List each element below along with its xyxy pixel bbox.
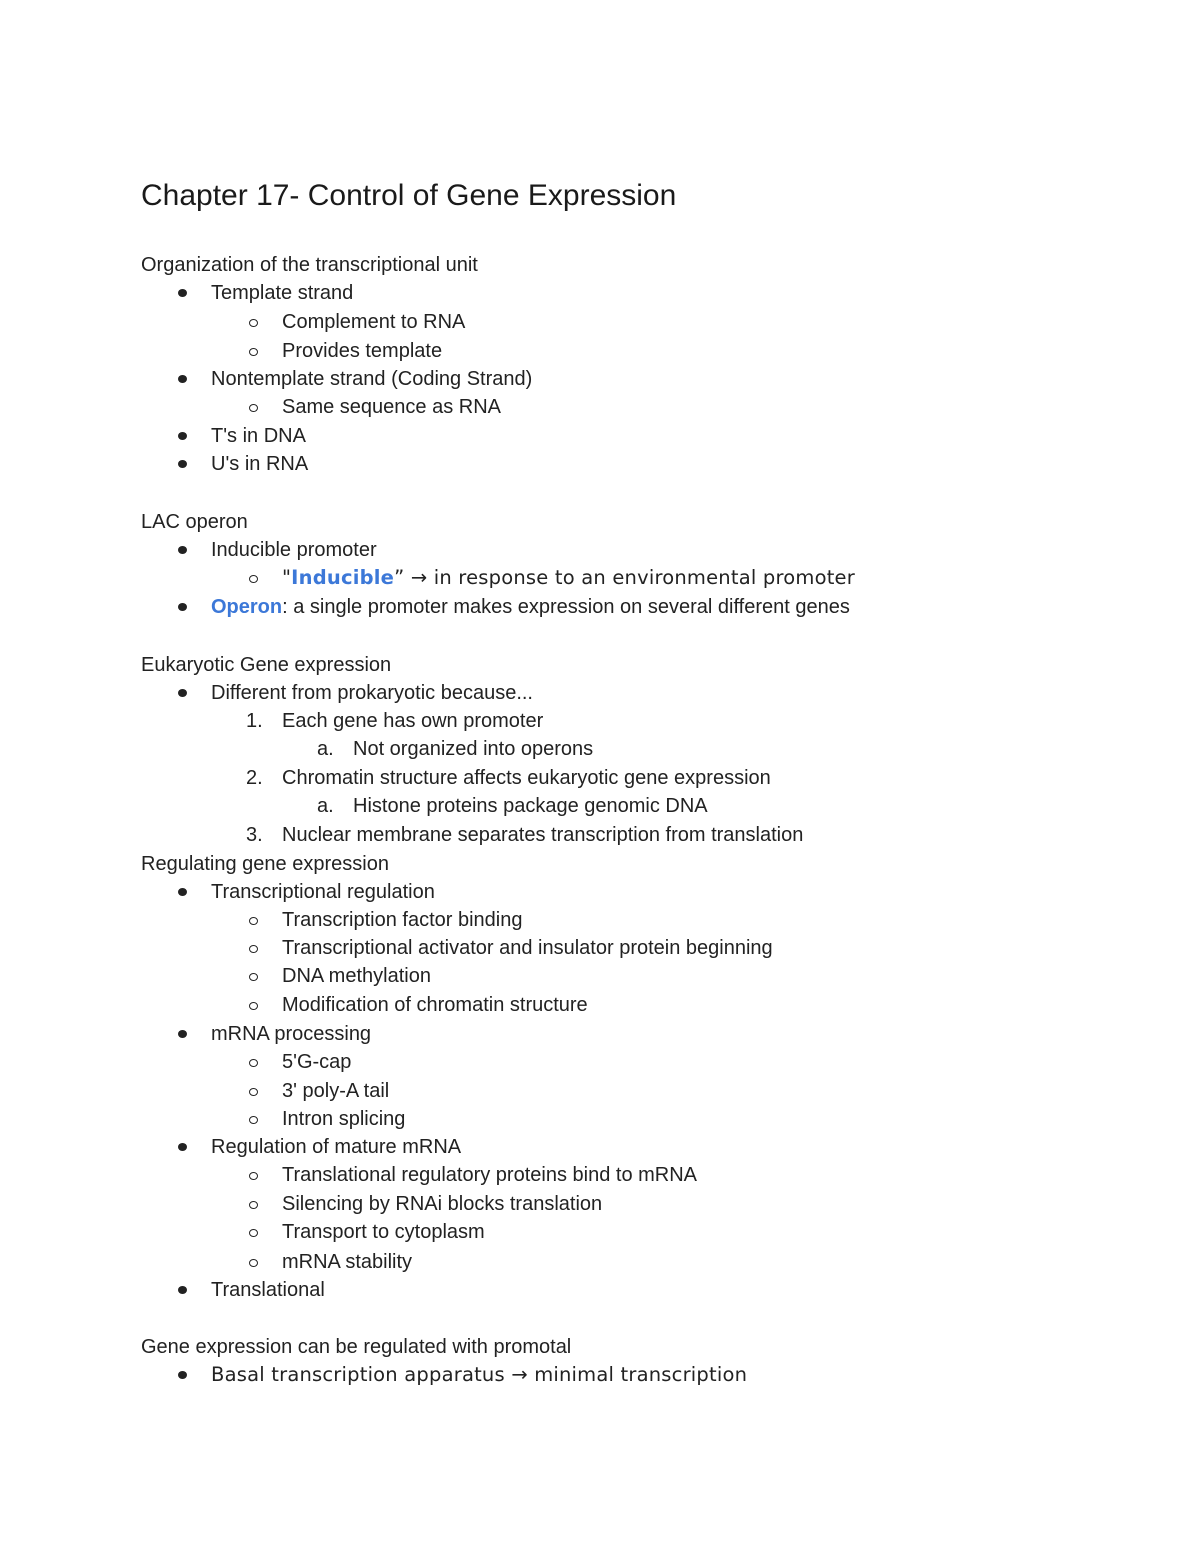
bullet-icon bbox=[178, 289, 187, 297]
hollow-bullet-icon bbox=[249, 1259, 258, 1267]
definition-text: : a single promoter makes expression on several different genes bbox=[282, 596, 850, 618]
list-item-text: Template strand bbox=[211, 282, 354, 304]
hollow-bullet-icon bbox=[249, 1002, 258, 1010]
section-heading-regulating: Regulating gene expression bbox=[141, 853, 389, 875]
hollow-bullet-icon bbox=[249, 945, 258, 953]
bullet-icon bbox=[178, 1030, 187, 1038]
list-item-text: Transcription factor binding bbox=[282, 909, 523, 931]
hollow-bullet-icon bbox=[249, 917, 258, 925]
bullet-icon bbox=[178, 546, 187, 554]
sub-list-item bbox=[282, 906, 523, 934]
numbered-item bbox=[246, 821, 804, 849]
list-item-text: Provides template bbox=[282, 340, 443, 362]
list-item bbox=[211, 450, 308, 478]
hollow-bullet-icon bbox=[249, 404, 258, 412]
quote-open: " bbox=[282, 566, 292, 589]
section-heading-eukaryotic: Eukaryotic Gene expression bbox=[141, 654, 392, 676]
hollow-bullet-icon bbox=[249, 1059, 258, 1067]
sub-list-item bbox=[282, 934, 773, 962]
list-item-text: Each gene has own promoter bbox=[282, 710, 544, 732]
bullet-icon bbox=[178, 1371, 187, 1379]
hollow-bullet-icon bbox=[249, 973, 258, 981]
list-item bbox=[211, 536, 377, 564]
list-item-text: mRNA stability bbox=[282, 1251, 413, 1273]
sub-list-item bbox=[282, 991, 588, 1019]
list-item-text: U's in RNA bbox=[211, 453, 309, 475]
hollow-bullet-icon bbox=[249, 575, 258, 583]
bullet-icon bbox=[178, 888, 187, 896]
list-item-text: Same sequence as RNA bbox=[282, 396, 502, 418]
list-item bbox=[211, 1276, 325, 1304]
bullet-icon bbox=[178, 375, 187, 383]
sub-list-item bbox=[282, 1218, 485, 1246]
list-item-text: Chromatin structure affects eukaryotic gene expression bbox=[282, 767, 771, 789]
list-item bbox=[211, 1020, 371, 1048]
highlighted-term-operon: Operon bbox=[211, 596, 283, 618]
list-item-text: Inducible promoter bbox=[211, 539, 377, 561]
list-item bbox=[211, 679, 533, 707]
hollow-bullet-icon bbox=[249, 348, 258, 356]
list-item bbox=[211, 878, 435, 906]
list-item-text: Transcriptional activator and insulator protein beginning bbox=[282, 937, 773, 959]
hollow-bullet-icon bbox=[249, 1172, 258, 1180]
hollow-bullet-icon bbox=[249, 1201, 258, 1209]
list-item-text: Not organized into operons bbox=[353, 738, 594, 760]
list-item-text: Basal transcription apparatus → minimal transcription bbox=[211, 1363, 748, 1386]
sub-list-item bbox=[282, 1077, 389, 1105]
sub-list-item bbox=[282, 393, 501, 421]
list-item-text: Transport to cytoplasm bbox=[282, 1221, 485, 1243]
list-item-text: Complement to RNA bbox=[282, 311, 466, 333]
document-title: Chapter 17- Control of Gene Expression bbox=[141, 179, 677, 212]
bullet-icon bbox=[178, 603, 187, 611]
bullet-icon bbox=[178, 460, 187, 468]
list-item-text: Histone proteins package genomic DNA bbox=[353, 795, 708, 817]
list-letter: a. bbox=[317, 795, 334, 817]
lettered-item bbox=[317, 735, 594, 763]
list-item-text: DNA methylation bbox=[282, 965, 431, 987]
list-item-text: Transcriptional regulation bbox=[211, 881, 435, 903]
list-number: 3. bbox=[246, 824, 263, 846]
bullet-icon bbox=[178, 1143, 187, 1151]
section-heading-promotal: Gene expression can be regulated with promotal bbox=[141, 1336, 572, 1358]
list-item bbox=[211, 422, 306, 450]
list-item-text: 5'G-cap bbox=[282, 1051, 352, 1073]
list-item-text: Modification of chromatin structure bbox=[282, 994, 588, 1016]
list-item-text: Different from prokaryotic because... bbox=[211, 682, 533, 704]
list-letter: a. bbox=[317, 738, 334, 760]
sub-list-item bbox=[282, 962, 431, 990]
hollow-bullet-icon bbox=[249, 1116, 258, 1124]
hollow-bullet-icon bbox=[249, 1088, 258, 1096]
sub-list-item bbox=[282, 1105, 405, 1133]
sub-list-item bbox=[282, 1161, 697, 1189]
list-item-text: T's in DNA bbox=[211, 425, 306, 447]
sub-list-item bbox=[282, 308, 465, 336]
hollow-bullet-icon bbox=[249, 1229, 258, 1237]
highlighted-term-inducible: Inducible bbox=[291, 566, 395, 589]
list-item-text: Regulation of mature mRNA bbox=[211, 1136, 462, 1158]
list-number: 1. bbox=[246, 710, 263, 732]
bullet-icon bbox=[178, 689, 187, 697]
list-item-text: Translational regulatory proteins bind to mRNA bbox=[282, 1164, 698, 1186]
list-item bbox=[211, 365, 532, 393]
bullet-icon bbox=[178, 1286, 187, 1294]
sub-list-item bbox=[282, 1048, 351, 1076]
lettered-item bbox=[317, 792, 708, 820]
numbered-item bbox=[246, 764, 771, 792]
section-heading-lac-operon: LAC operon bbox=[141, 511, 248, 533]
hollow-bullet-icon bbox=[249, 319, 258, 327]
numbered-item bbox=[246, 707, 544, 735]
sub-list-item bbox=[282, 564, 855, 592]
list-item-text: mRNA processing bbox=[211, 1023, 372, 1045]
list-item bbox=[211, 1361, 747, 1389]
list-item-text: Translational bbox=[211, 1279, 325, 1301]
sub-list-item bbox=[282, 1248, 412, 1276]
list-item-text: Silencing by RNAi blocks translation bbox=[282, 1193, 603, 1215]
list-item-text: Nontemplate strand (Coding Strand) bbox=[211, 368, 533, 390]
bullet-icon bbox=[178, 432, 187, 440]
list-item-text: Intron splicing bbox=[282, 1108, 406, 1130]
section-heading-transcriptional-unit: Organization of the transcriptional unit bbox=[141, 254, 478, 276]
sub-list-item bbox=[282, 337, 442, 365]
definition-text: ” → in response to an environmental promoter bbox=[394, 566, 855, 589]
list-item-text: 3' poly-A tail bbox=[282, 1080, 390, 1102]
list-item bbox=[211, 279, 353, 307]
list-number: 2. bbox=[246, 767, 263, 789]
list-item bbox=[211, 593, 850, 621]
list-item bbox=[211, 1133, 461, 1161]
sub-list-item bbox=[282, 1190, 602, 1218]
list-item-text: Nuclear membrane separates transcription from translation bbox=[282, 824, 804, 846]
